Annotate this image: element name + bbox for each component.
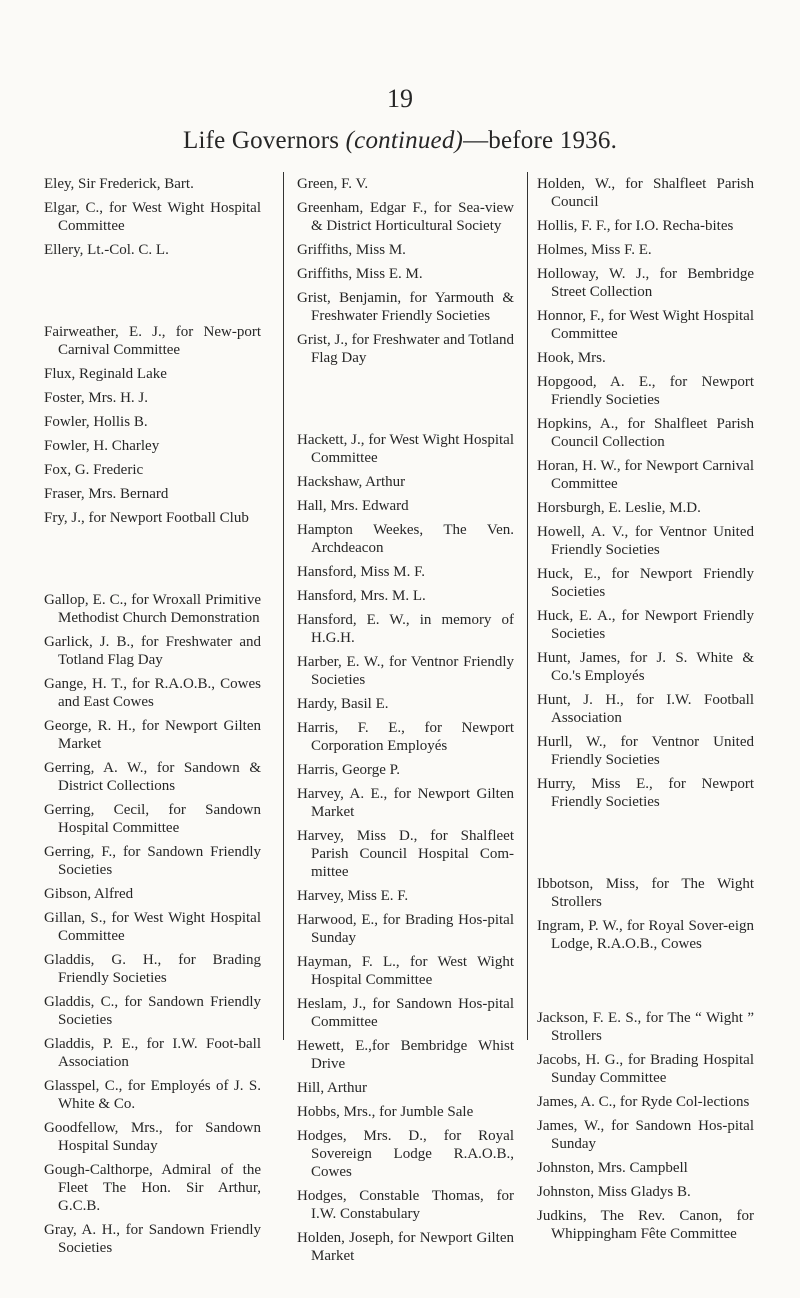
list-entry: Hunt, J. H., for I.W. Football Association <box>537 692 754 726</box>
list-entry: Horsburgh, E. Leslie, M.D. <box>537 500 701 516</box>
list-entry: George, R. H., for Newport Gilten Market <box>44 718 261 752</box>
list-entry: Hampton Weekes, The Ven. Archdeacon <box>297 522 514 556</box>
list-entry: Hurll, W., for Ventnor United Friendly Societies <box>537 734 754 768</box>
list-entry: Hackshaw, Arthur <box>297 474 406 490</box>
list-entry: Heslam, J., for Sandown Hos-pital Committee <box>297 996 514 1030</box>
list-entry: James, A. C., for Ryde Col-lections <box>537 1094 750 1110</box>
list-entry: Goodfellow, Mrs., for Sandown Hospital Sunday <box>44 1120 261 1154</box>
list-entry: Gladdis, G. H., for Brading Friendly Societies <box>44 952 261 986</box>
list-entry: Grist, Benjamin, for Yarmouth & Freshwater Friendly Societies <box>297 290 514 324</box>
list-entry: Hall, Mrs. Edward <box>297 498 409 514</box>
list-entry: Grist, J., for Freshwater and Totland Flag Day <box>297 332 514 366</box>
list-entry: Hollis, F. F., for I.O. Recha-bites <box>537 218 734 234</box>
list-entry: Hill, Arthur <box>297 1080 367 1096</box>
list-entry: Harber, E. W., for Ventnor Friendly Societies <box>297 654 514 688</box>
list-entry: James, W., for Sandown Hos-pital Sunday <box>537 1118 754 1152</box>
list-entry: Holloway, W. J., for Bembridge Street Collection <box>537 266 754 300</box>
list-entry: Ibbotson, Miss, for The Wight Strollers <box>537 876 754 910</box>
list-entry: Honnor, F., for West Wight Hospital Committee <box>537 308 754 342</box>
list-entry: Harvey, Miss E. F. <box>297 888 409 904</box>
list-entry: Harvey, A. E., for Newport Gilten Market <box>297 786 514 820</box>
list-entry: Gerring, A. W., for Sandown & District Collections <box>44 760 261 794</box>
list-entry: Harwood, E., for Brading Hos-pital Sunday <box>297 912 514 946</box>
list-entry: Fowler, Hollis B. <box>44 414 148 430</box>
letter-gap <box>537 817 754 875</box>
list-entry: Flux, Reginald Lake <box>44 366 167 382</box>
list-entry: Fry, J., for Newport Football Club <box>44 510 249 526</box>
list-entry: Huck, E. A., for Newport Friendly Societies <box>537 608 754 642</box>
list-entry: Johnston, Miss Gladys B. <box>537 1184 691 1200</box>
list-entry: Holden, W., for Shalfleet Parish Council <box>537 176 754 210</box>
list-entry: Gladdis, C., for Sandown Friendly Societies <box>44 994 261 1028</box>
list-entry: Hurry, Miss E., for Newport Friendly Societies <box>537 776 754 810</box>
list-entry: Hansford, Mrs. M. L. <box>297 588 426 604</box>
page-number: 19 <box>387 84 413 113</box>
list-entry: Ellery, Lt.-Col. C. L. <box>44 242 169 258</box>
list-entry: Fraser, Mrs. Bernard <box>44 486 169 502</box>
list-entry: Gange, H. T., for R.A.O.B., Cowes and East Cowes <box>44 676 261 710</box>
list-entry: Eley, Sir Frederick, Bart. <box>44 176 194 192</box>
list-entry: Hodges, Mrs. D., for Royal Sovereign Lodge R.A.O.B., Cowes <box>297 1128 514 1180</box>
title-continued: (continued) <box>345 127 464 154</box>
list-entry: Green, F. V. <box>297 176 369 192</box>
letter-gap <box>537 959 754 1009</box>
list-entry: Gough-Calthorpe, Admiral of the Fleet The Hon. Sir Arthur, G.C.B. <box>44 1162 261 1214</box>
list-entry: Greenham, Edgar F., for Sea-view & District Horticultural Society <box>297 200 514 234</box>
list-entry: Hackett, J., for West Wight Hospital Committee <box>297 432 514 466</box>
list-entry: Hansford, Miss M. F. <box>297 564 425 580</box>
list-entry: Hansford, E. W., in memory of H.G.H. <box>297 612 514 646</box>
list-entry: Gerring, Cecil, for Sandown Hospital Committee <box>44 802 261 836</box>
list-entry: Glasspel, C., for Employés of J. S. White & Co. <box>44 1078 261 1112</box>
list-entry: Fowler, H. Charley <box>44 438 160 454</box>
title-main: Life Governors <box>182 127 346 154</box>
list-entry: Horan, H. W., for Newport Carnival Committee <box>537 458 754 492</box>
title-tail: —before 1936. <box>463 127 618 154</box>
letter-gap <box>44 533 261 591</box>
list-entry: Ingram, P. W., for Royal Sover-eign Lodge, R.A.O.B., Cowes <box>537 918 754 952</box>
list-entry: Gillan, S., for West Wight Hospital Committee <box>44 910 261 944</box>
list-entry: Hopkins, A., for Shalfleet Parish Council Collection <box>537 416 754 450</box>
column-2 <box>297 175 514 1271</box>
list-entry: Gerring, F., for Sandown Friendly Societies <box>44 844 261 878</box>
list-entry: Foster, Mrs. H. J. <box>44 390 148 406</box>
list-entry: Fox, G. Frederic <box>44 462 144 478</box>
list-entry: Holmes, Miss F. E. <box>537 242 652 258</box>
list-entry: Harvey, Miss D., for Shalfleet Parish Council Hospital Com-mittee <box>297 828 514 880</box>
list-entry: Fairweather, E. J., for New-port Carnival Committee <box>44 324 261 358</box>
list-entry: Huck, E., for Newport Friendly Societies <box>537 566 754 600</box>
list-entry: Gray, A. H., for Sandown Friendly Societies <box>44 1222 261 1256</box>
list-entry: Hewett, E.,for Bembridge Whist Drive <box>297 1038 514 1072</box>
list-entry: Gladdis, P. E., for I.W. Foot-ball Association <box>44 1036 261 1070</box>
list-entry: Elgar, C., for West Wight Hospital Committee <box>44 200 261 234</box>
list-entry: Hunt, James, for J. S. White & Co.'s Employés <box>537 650 754 684</box>
list-entry: Griffiths, Miss E. M. <box>297 266 423 282</box>
list-entry: Griffiths, Miss M. <box>297 242 406 258</box>
list-entry: Johnston, Mrs. Campbell <box>537 1160 688 1176</box>
list-entry: Hayman, F. L., for West Wight Hospital Committee <box>297 954 514 988</box>
list-entry: Howell, A. V., for Ventnor United Friendly Societies <box>537 524 754 558</box>
list-entry: Harris, George P. <box>297 762 401 778</box>
page-title <box>0 126 800 156</box>
column-3 <box>537 175 754 1249</box>
list-entry: Hobbs, Mrs., for Jumble Sale <box>297 1104 474 1120</box>
list-entry: Jackson, F. E. S., for The “ Wight ” Strollers <box>537 1010 754 1044</box>
list-entry: Judkins, The Rev. Canon, for Whippingham Fête Committee <box>537 1208 754 1242</box>
list-entry: Holden, Joseph, for Newport Gilten Market <box>297 1230 514 1264</box>
column-divider <box>283 172 284 1040</box>
list-entry: Gibson, Alfred <box>44 886 134 902</box>
column-1 <box>44 175 261 1263</box>
list-entry: Hodges, Constable Thomas, for I.W. Constabulary <box>297 1188 514 1222</box>
letter-gap <box>297 373 514 431</box>
list-entry: Harris, F. E., for Newport Corporation Employés <box>297 720 514 754</box>
list-entry: Hardy, Basil E. <box>297 696 389 712</box>
list-entry: Jacobs, H. G., for Brading Hospital Sunday Committee <box>537 1052 754 1086</box>
list-entry: Gallop, E. C., for Wroxall Primitive Methodist Church Demonstration <box>44 592 261 626</box>
list-entry: Hopgood, A. E., for Newport Friendly Societies <box>537 374 754 408</box>
list-entry: Hook, Mrs. <box>537 350 606 366</box>
letter-gap <box>44 265 261 323</box>
column-divider <box>527 172 528 1040</box>
list-entry: Garlick, J. B., for Freshwater and Totland Flag Day <box>44 634 261 668</box>
